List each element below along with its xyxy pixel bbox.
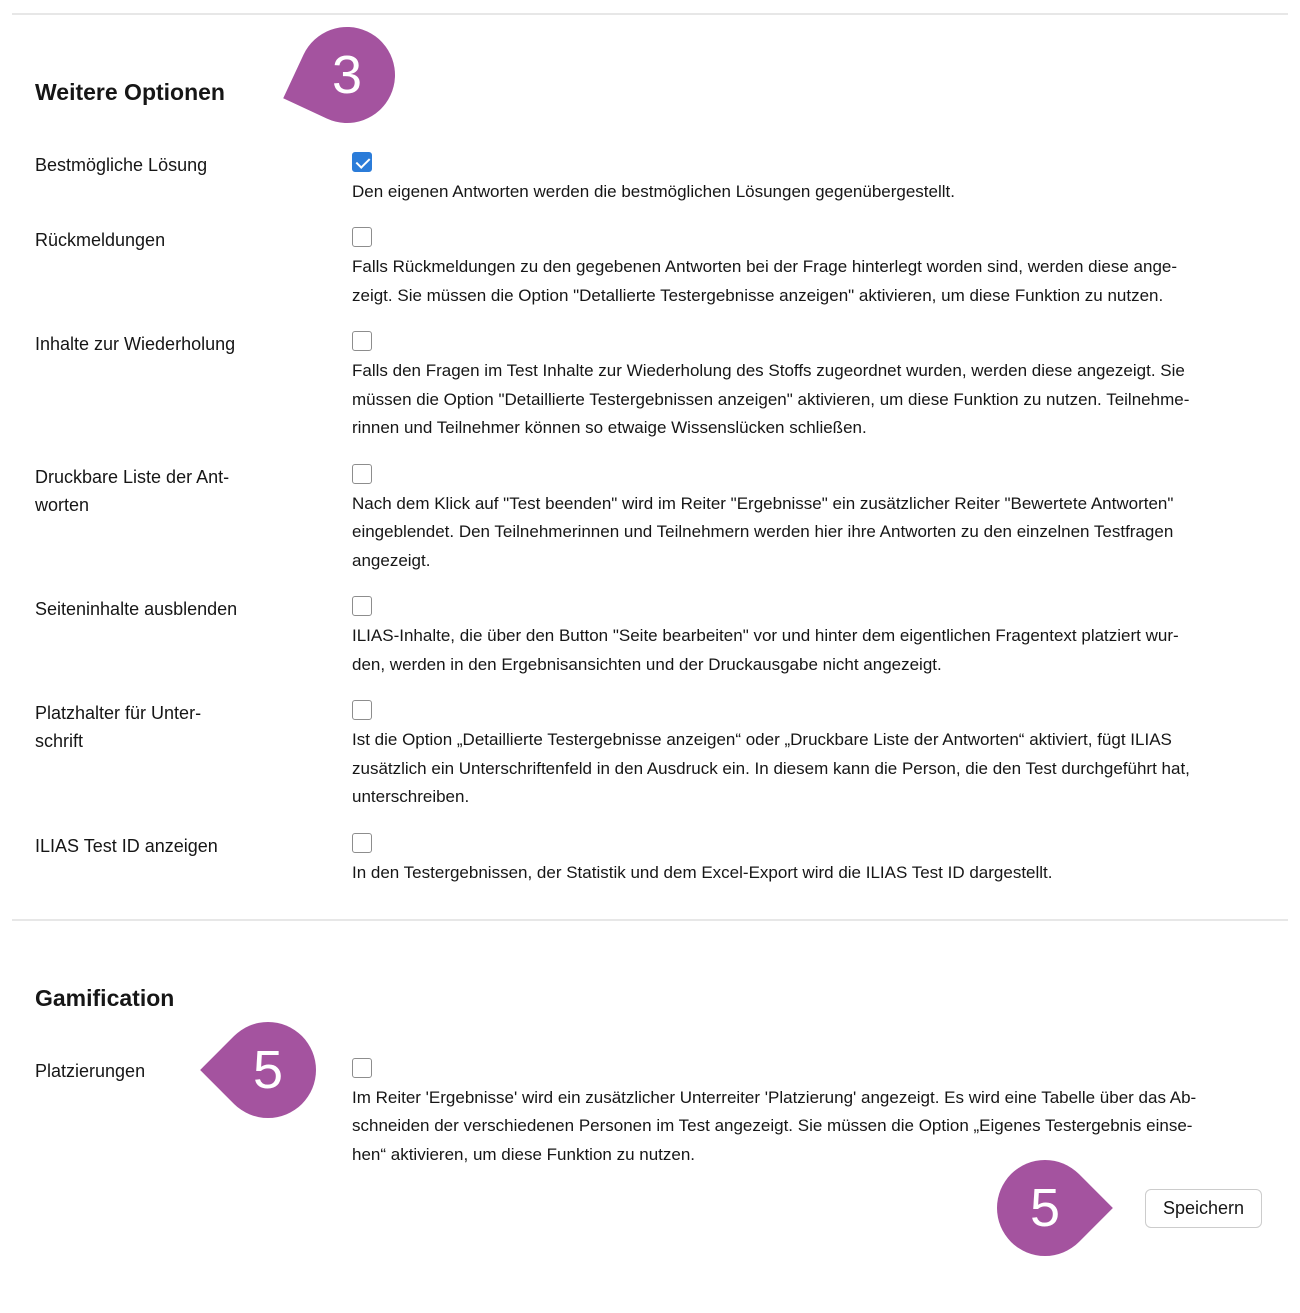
option-description: Den eigenen Antworten werden die bestmöglichen Lösungen gegenübergestellt. <box>352 181 955 201</box>
option-label: Druckbare Liste der Ant- worten <box>35 466 230 515</box>
gamification-rows <box>35 1039 1300 1170</box>
option-label: Inhalte zur Wiederholung <box>35 334 236 355</box>
option-checkbox[interactable] <box>352 833 372 853</box>
option-description: Im Reiter 'Ergebnisse' wird ein zusätzlicher Unterreiter 'Platzierung' angezeigt. Es wird eine Tabelle über das Ab- schneiden der verschiedenen Personen im Test angezeigt. Sie müssen die Option „Eigenes Testergebnis einse- hen“ aktivieren, um diese Funktion zu nutzen. <box>352 1087 1197 1164</box>
form-row <box>35 832 1300 888</box>
option-description: ILIAS-Inhalte, die über den Button "Seite bearbeiten" vor und hinter dem eigentlichen Fragentext platziert wur- den, werden in den Ergebnisansichten und der Druckausgabe nicht angezeigt. <box>352 626 1179 674</box>
form-row <box>35 151 1300 207</box>
settings-form-page <box>0 13 1300 1313</box>
option-content <box>352 595 1300 679</box>
option-checkbox[interactable] <box>352 596 372 616</box>
top-divider <box>12 13 1288 15</box>
option-label: Seiteninhalte ausblenden <box>35 599 238 620</box>
option-label: Bestmögliche Lösung <box>35 154 208 175</box>
option-description: Ist die Option „Detaillierte Testergebnisse anzeigen“ oder „Druckbare Liste der Antworten“ aktiviert, fügt ILIAS zusätzlich ein Unterschriftenfeld in den Ausdruck ein. In diesem kann die Person, die den Test durchgeführt hat, unterschreiben. <box>352 730 1190 807</box>
form-row <box>35 463 1300 576</box>
option-description: Falls Rückmeldungen zu den gegebenen Antworten bei der Frage hinterlegt worden sind, werden diese ange- zeigt. Sie müssen die Option "Detallierte Testergebnisse anzeigen" aktivieren, um diese Funktion zu nutzen. <box>352 257 1178 305</box>
option-content <box>352 832 1300 888</box>
option-label: Platzhalter für Unter- schrift <box>35 703 202 752</box>
section-divider <box>12 919 1288 921</box>
form-row <box>35 595 1300 679</box>
form-footer <box>0 1178 1262 1239</box>
option-checkbox[interactable] <box>352 464 372 484</box>
annotation-marker-5-left-number: 5 <box>252 1039 284 1100</box>
option-checkbox[interactable] <box>352 331 372 351</box>
option-content <box>352 151 1300 207</box>
option-content <box>352 699 1300 812</box>
form-row <box>35 330 1300 443</box>
form-row <box>35 699 1300 812</box>
weitere-optionen-rows <box>35 151 1300 888</box>
annotation-marker-5-right-number: 5 <box>1029 1178 1061 1239</box>
form-row <box>35 226 1300 310</box>
annotation-marker-3-number: 3 <box>331 44 363 105</box>
annotation-marker-3 <box>283 11 411 139</box>
option-description: Falls den Fragen im Test Inhalte zur Wiederholung des Stoffs zugeordnet wurden, werden diese angezeigt. Sie müssen die Option "Detaillierte Testergebnissen anzeigen" aktivieren, um diese Funktion zu nutzen. Teilnehme- rinnen und Teilnehmer können so etwaige Wissenslücken schließen. <box>352 361 1190 438</box>
option-content <box>352 463 1300 576</box>
option-checkbox[interactable] <box>352 700 372 720</box>
option-content <box>352 226 1300 310</box>
section-title-gamification: Gamification <box>35 985 175 1012</box>
option-checkbox[interactable] <box>352 152 372 172</box>
option-description: In den Testergebnissen, der Statistik und dem Excel-Export wird die ILIAS Test ID dargestellt. <box>352 862 1053 882</box>
option-label: Rückmeldungen <box>35 230 166 251</box>
save-button[interactable]: Speichern <box>1145 1189 1262 1228</box>
option-label: Platzierungen <box>35 1060 146 1081</box>
option-content <box>352 330 1300 443</box>
option-label: ILIAS Test ID anzeigen <box>35 835 218 856</box>
section-title-weitere-optionen: Weitere Optionen <box>35 79 225 105</box>
option-checkbox[interactable] <box>352 227 372 247</box>
option-checkbox[interactable] <box>352 1058 372 1078</box>
option-content <box>352 1057 1300 1170</box>
option-description: Nach dem Klick auf "Test beenden" wird im Reiter "Ergebnisse" ein zusätzlicher Reiter "Bewertete Antworten" eingeblendet. Den Teilnehmerinnen und Teilnehmern werden hier ihre Antworten zu den einzelnen Testfragen angezeigt. <box>352 493 1174 570</box>
